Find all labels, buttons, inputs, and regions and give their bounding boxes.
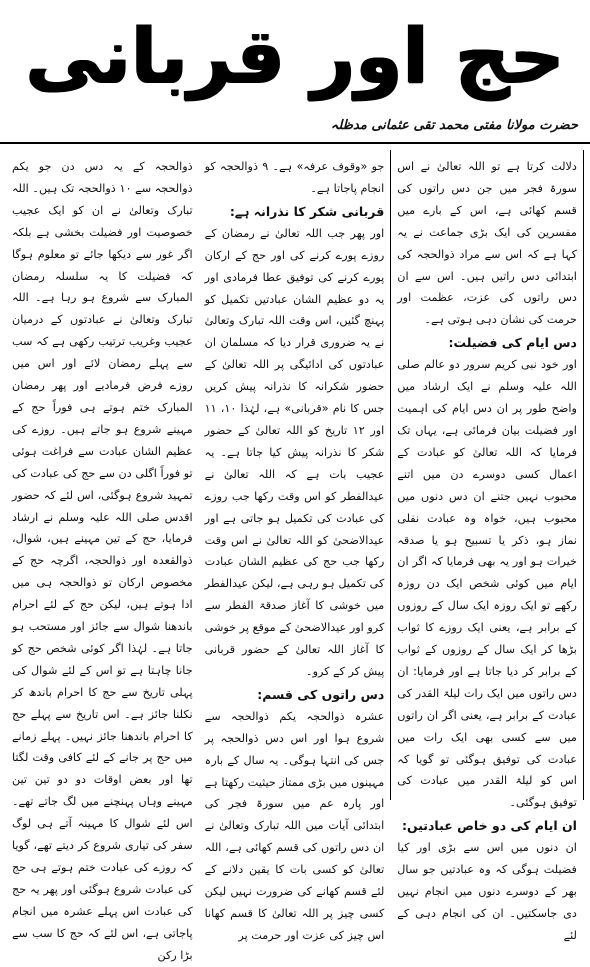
column-middle-paragraph-2: اور پھر جب اللہ تعالیٰ نے رمضان کے روزے پورے کرنے کی اور حج کے ارکان پورے کرنے کی توفیق عطا فرمادی اور یہ دو عظیم الشان عبادتیں تکمیل کو پہنچ گئیں، اس وقت اللہ تبارک وتعالیٰ نے یہ ضروری قرار دیا کہ مسلمان ان عبادتوں کی ادائیگی پر اللہ تعالیٰ کے حضور شکرانہ کا نذرانہ پیش کریں جس کا نام «قربانی» ہے، لہٰذا ۱۰، ۱۱ اور ۱۲ تاریخ کو اللہ تعالیٰ کے حضور شکر کا نذرانہ پیش کیا جاتا ہے۔ یہ عجیب بات ہے کہ اللہ تعالیٰ نے عیدالفطر کو اس وقت رکھا جب روزے کی عبادت کی تکمیل ہو جاتی ہے اور عیدالاضحیٰ کو اللہ تعالیٰ نے اس وقت رکھا جب حج کی عظیم الشان عبادت کی تکمیل ہو رہی ہے، لیکن عیدالفطر میں خوشی کا آغاز صدقۃ الفطر سے کرو اور عیدالاضحیٰ کے موقع پر خوشی کا آغاز اللہ تعالیٰ کے حضور قربانی پیش کر کے کرو۔ [204, 226, 385, 678]
column-right-paragraph-1: ذوالحجہ کے یہ دس دن جو یکم ذوالحجہ سے ۱۰ ذوالحجہ تک ہیں۔ اللہ تبارک وتعالیٰ نے ان کو ایک عجیب خصوصیت اور فضیلت بخشی ہے بلکہ اگر غور سے دیکھا جائے تو معلوم ہوگا کہ فضیلت کا یہ سلسلہ رمضان المبارک سے شروع ہو رہا ہے۔ اللہ تبارک وتعالیٰ نے عبادتوں کے درمیان عجیب وغریب ترتیب رکھی ہے کہ سب سے پہلے رمضان لائے اور اس میں روزے فرض فرمادیے اور پھر رمضان المبارک ختم ہوتے ہی فوراً حج کے مہینے شروع ہو جاتے ہیں۔ روزے کی عظیم الشان عبادت سے فراغت ہوئی تو فوراً اگلی دن سے حج کی عبادت کی تمہید شروع ہوگئی، اس لئے کہ حضور اقدس صلی اللہ علیہ وسلم نے ارشاد فرمایا، حج کے تین مہینے ہیں، شوال، ذوالقعدہ اور ذوالحجہ، اگرچہ حج کے مخصوص ارکان تو ذوالحجہ ہی میں ادا ہوتے ہیں، لیکن حج کے لئے احرام باندھنا شوال سے جائز اور مستحب ہو جاتا ہے۔ لہٰذا اگر کوئی شخص حج کو جانا چاہتا ہے تو اس کے لئے شوال کی پہلی تاریخ سے حج کا احرام باندھ کر نکلنا جائز ہے۔ اس تاریخ سے پہلے حج کا احرام باندھنا جائز نہیں۔ پہلے زمانے میں حج پر جانے کے لئے کافی وقت لگتا تھا اور بعض اوقات دو دو تین تین مہینے وہاں پہنچنے میں لگ جاتے تھے۔ اس لئے شوال کا مہینہ آتے ہی لوگ سفر کی تیاری شروع کر دیتے تھے، گویا کہ روزے کی عبادت ختم ہوتے ہی حج کی عبادت شروع ہوگئی اور پھر یہ حج کی عبادت اس پہلے عشرہ میں انجام پاجاتی ہے، اس لئے کہ حج کا سب سے بڑا رکن [12, 160, 193, 962]
column-right [6, 150, 199, 962]
heading-das-raaton-ki-qasam: دس راتوں کی قسم: [257, 686, 385, 702]
author-byline: حضرت مولانا مفتی محمد تقی عثمانی مدظلہ [330, 118, 578, 133]
heading-do-khas-ibadatein: ان ایام کی دو خاص عبادتیں: [401, 818, 577, 834]
header-divider [0, 142, 590, 144]
column-left [391, 150, 584, 942]
column-middle-paragraph-3: عشرہ ذوالحجہ یکم ذوالحجہ سے شروع ہوا اور اس دس ذوالحجہ پر جس کی انتہا ہوگی۔ یہ سال کے بارہ مہینوں میں بڑی ممتاز حیثیت رکھتا ہے اور پارہ عم میں سورۃ فجر کی ابتدائی آیات میں اللہ تبارک وتعالیٰ نے ان دس راتوں کی قسم کھائی ہے، اللہ تعالیٰ کو کسی بات کا یقین دلانے کے لئے قسم کھانے کی ضرورت نہیں لیکن کسی چیز پر اللہ تعالیٰ کا قسم کھانا اس چیز کی عزت اور حرمت پر [204, 709, 385, 942]
column-middle [199, 150, 392, 942]
column-left-paragraph-1: دلالت کرتا ہے تو اللہ تعالیٰ نے اس سورۃ فجر میں جن دس راتوں کی قسم کھائی ہے، اس کے بارے میں مفسرین کی ایک بڑی جماعت نے یہ کہا ہے کہ اس سے مراد ذوالحجہ کی ابتدائی دس راتیں ہیں۔ اس سے ان دس راتوں کی عزت، عظمت اور حرمت کی نشان دہی ہوتی ہے۔ [397, 160, 577, 327]
column-left-paragraph-3: ان دنوں میں اس سے بڑی اور کیا فضیلت ہوگی کہ وہ عبادتیں جو سال بھر کے دوسرے دنوں میں انجام نہیں دی جاسکتیں۔ ان کی انجام دہی کے لئے [397, 841, 577, 942]
article-title-banner [0, 2, 590, 110]
heading-qurbani-shukr: قربانی شکر کا نذرانہ ہے: [229, 203, 385, 219]
article-title: حج اور قربانی [25, 11, 565, 100]
article-body [6, 150, 584, 962]
column-middle-paragraph-1: جو «وقوف عرفہ» ہے۔ ۹ ذوالحجہ کو انجام پاجاتا ہے۔ [204, 160, 385, 195]
heading-das-ayyam-ki-fazilat: دس ایام کی فضیلت: [448, 335, 577, 351]
column-left-paragraph-2: اور خود نبی کریم سرور دو عالم صلی اللہ علیہ وسلم نے ایک ارشاد میں واضح طور پر ان دس ایام کی اہمیت اور فضیلت بیان فرمائی ہے، یہاں تک فرمایا کہ اللہ تعالیٰ کو عبادت کے اعمال کسی دوسرے دن میں اتنے محبوب نہیں جتنے ان دس دنوں میں محبوب ہیں، خواہ وہ عبادت نفلی نماز ہو، ذکر یا تسبیح ہو یا صدقہ خیرات ہو اور یہ بھی فرمایا کہ اگر ان ایام میں کوئی شخص ایک دن روزہ رکھے تو ایک روزہ ایک سال کے روزوں کے برابر ہے، یعنی ایک روزے کا ثواب بڑھا کر ایک سال کے روزوں کے ثواب کے برابر کر دیا جاتا ہے اور فرمایا: ان دس راتوں میں ایک رات لیلۃ القدر کی عبادت کے برابر ہے، یعنی اگر ان راتوں میں سے کسی بھی ایک رات میں عبادت کی توفیق ہوگئی تو گویا کہ اس کو لیلۃ القدر میں عبادت کی توفیق ہوگئی۔ [397, 358, 577, 810]
